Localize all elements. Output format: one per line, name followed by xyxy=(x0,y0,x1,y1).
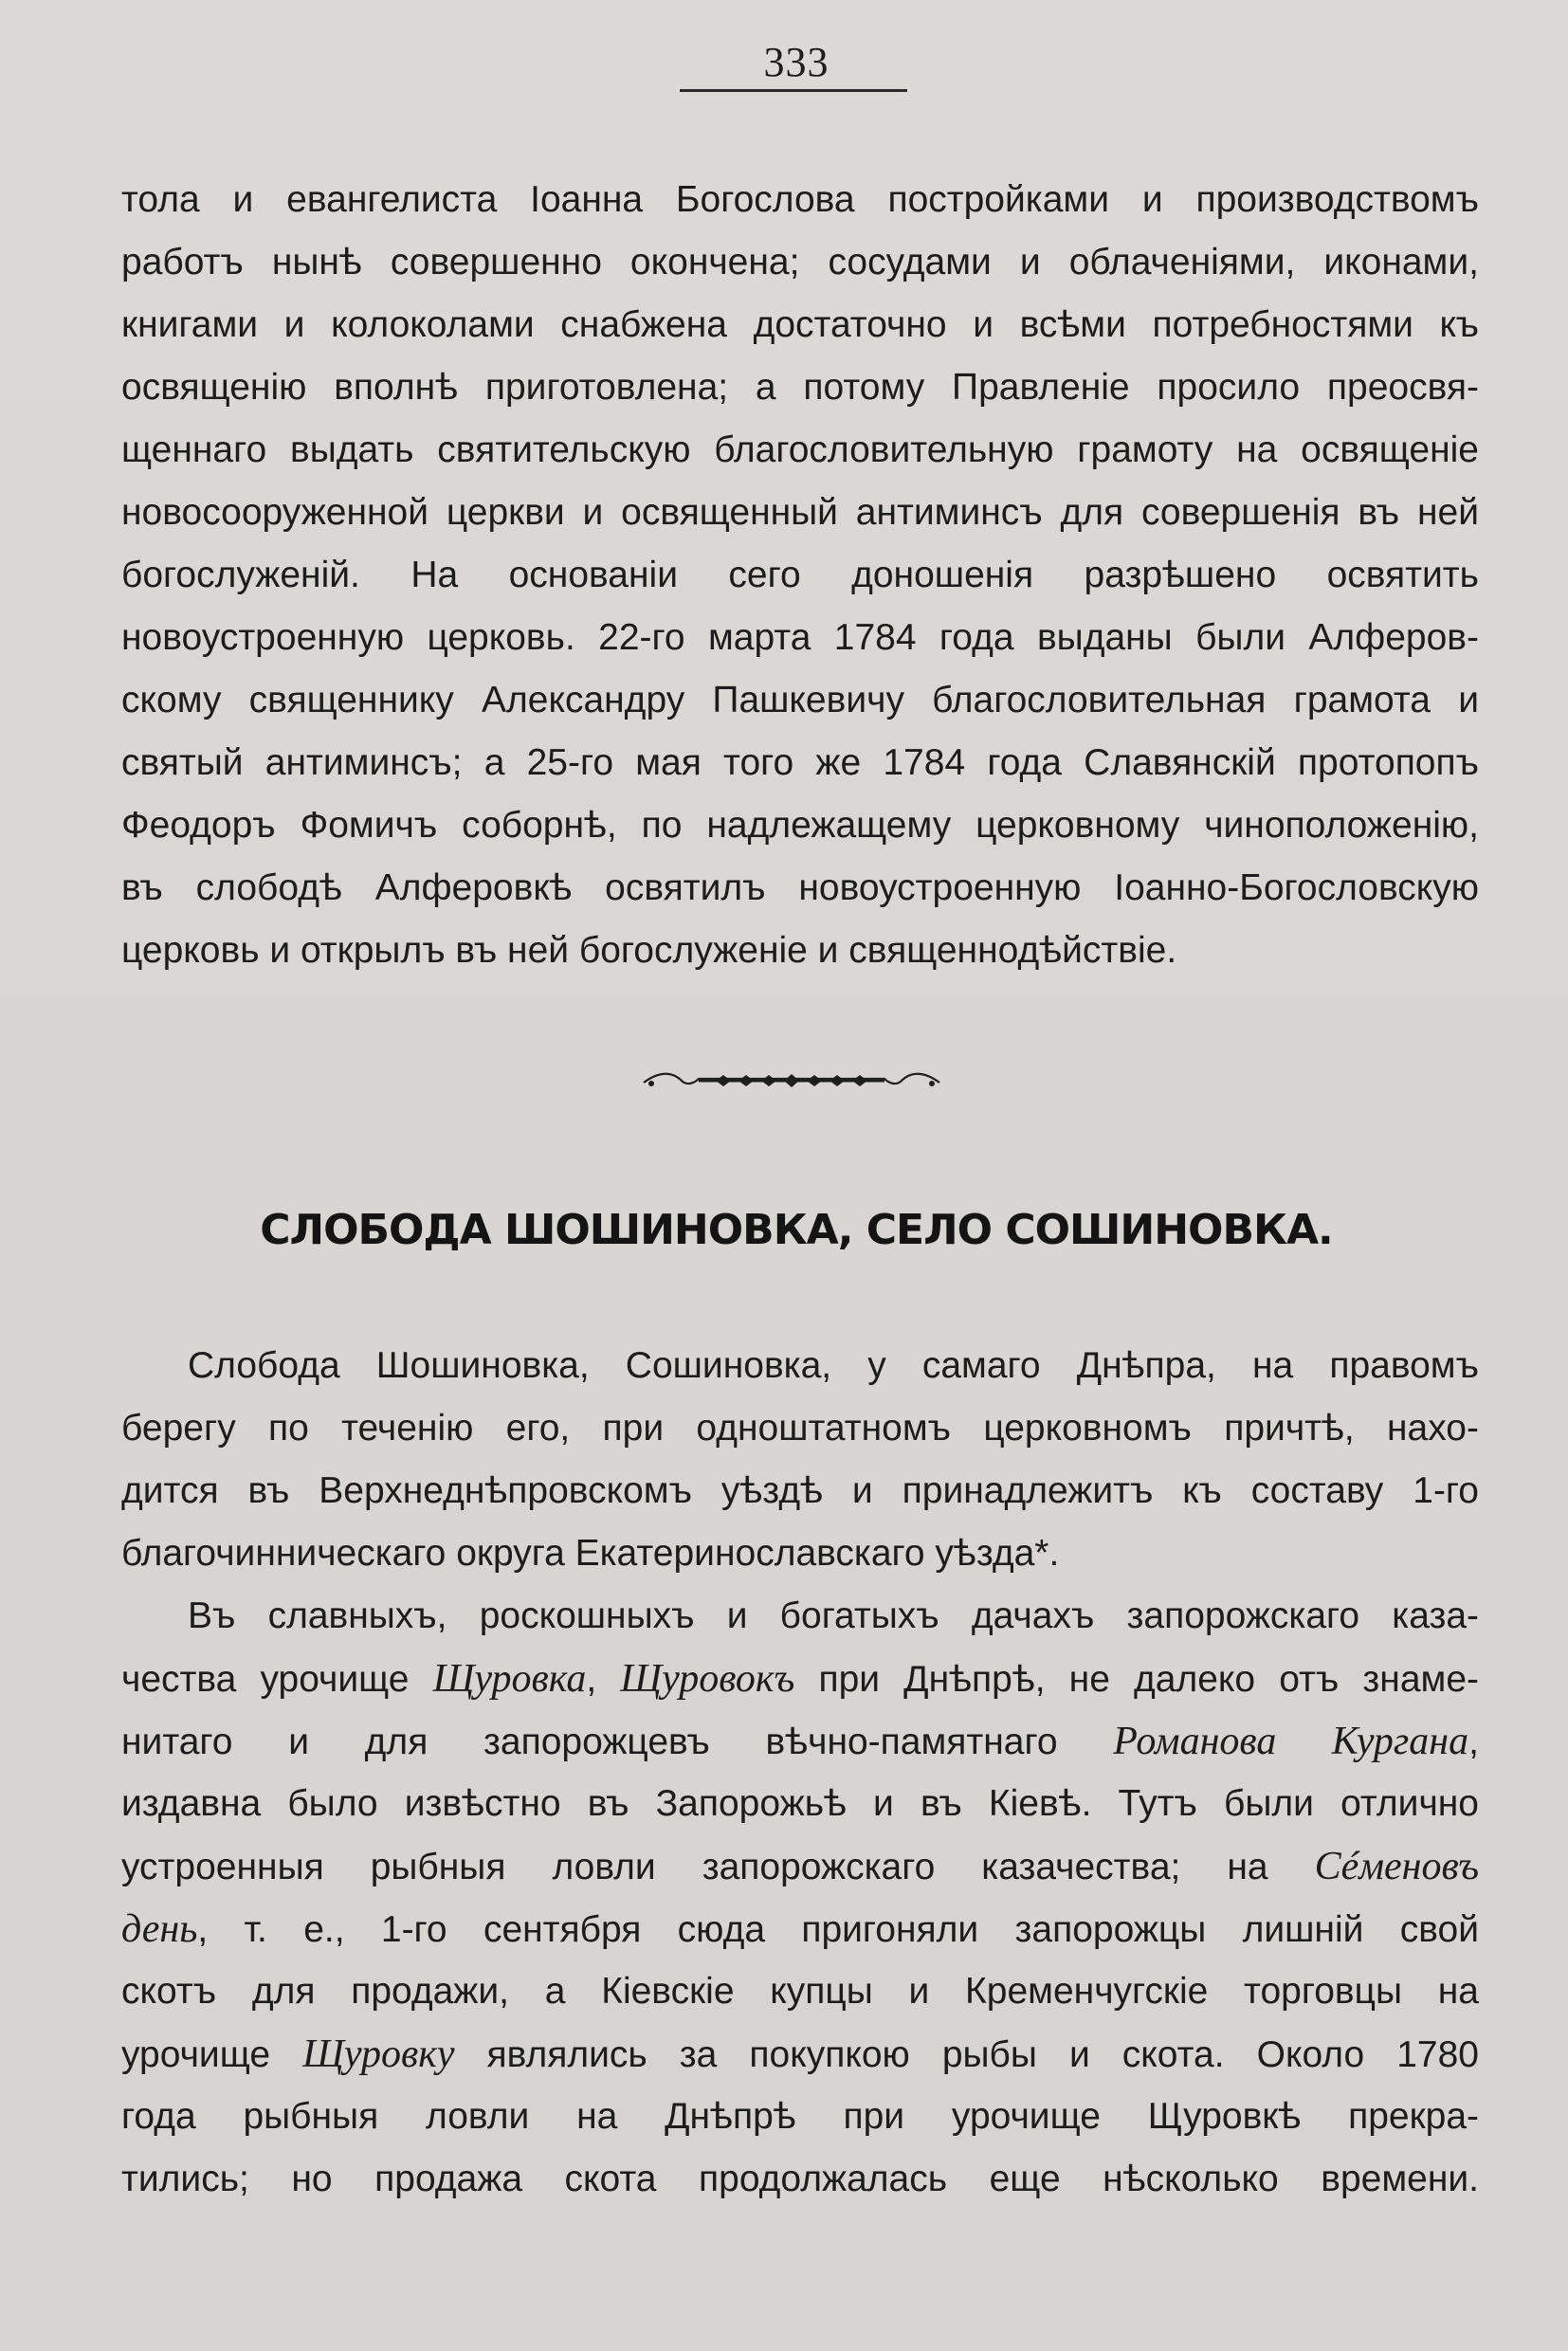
italic-place-name: Щуровка xyxy=(432,1657,587,1701)
italic-place-name: Романова Кургана xyxy=(1113,1720,1469,1763)
text-line: берегу по теченію его, при одноштатномъ церковномъ причтѣ, нахо- xyxy=(121,1408,1479,1449)
text-span: чества урочище xyxy=(121,1659,433,1700)
text-line xyxy=(121,2023,1479,2086)
text-line: издавна было извѣстно въ Запорожьѣ и въ Кіевѣ. Тутъ были отлично xyxy=(121,1783,1479,1824)
italic-term: день xyxy=(121,1907,198,1951)
text-line xyxy=(121,1898,1479,1960)
section-heading: СЛОБОДА ШОШИНОВКА, СЕЛО СОШИНОВКА. xyxy=(260,1206,1333,1254)
text-line xyxy=(121,1648,1479,1710)
text-span: , т. е., 1-го сентября сюда пригоняли запорожцы лишній свой xyxy=(197,1909,1479,1950)
text-line xyxy=(121,1835,1479,1898)
text-line: дится въ Верхнеднѣпровскомъ уѣздѣ и принадлежитъ къ составу 1-го xyxy=(121,1470,1479,1511)
paragraph-continued xyxy=(121,169,1479,982)
italic-term: Сéменовъ xyxy=(1314,1845,1479,1888)
text-span: , xyxy=(1468,1722,1479,1762)
text-line: года рыбныя ловли на Днѣпрѣ при урочище Щуровкѣ прекра- xyxy=(121,2096,1479,2137)
text-line: Слобода Шошиновка, Сошиновка, у самаго Днѣпра, на правомъ xyxy=(188,1345,1479,1386)
text-line xyxy=(121,1710,1479,1773)
text-line: Въ славныхъ, роскошныхъ и богатыхъ дачахъ запорожскаго каза- xyxy=(188,1595,1479,1636)
text-line: новосооруженной церкви и освященный антиминсъ для совершенія въ ней xyxy=(121,492,1479,533)
text-line: освященію вполнѣ приготовлена; а потому Правленіе просило преосвя- xyxy=(121,367,1479,408)
text-line: тились; но продажа скота продолжалась еще нѣсколько времени. xyxy=(121,2159,1479,2199)
text-line: церковь и открылъ въ ней богослуженіе и священнодѣйствіе. xyxy=(121,930,1177,971)
text-span: являлись за покупкою рыбы и скота. Около 1780 xyxy=(454,2034,1479,2075)
text-line: въ слободѣ Алферовкѣ освятилъ новоустроенную Іоанно-Богословскую xyxy=(121,867,1479,908)
text-line: скотъ для продажи, а Кіевскіе купцы и Кременчугскіе торговцы на xyxy=(121,1971,1479,2012)
text-line: Феодоръ Фомичъ соборнѣ, по надлежащему церковному чиноположенію, xyxy=(121,805,1479,846)
text-line: щеннаго выдать святительскую благословительную грамоту на освященіе xyxy=(121,429,1479,470)
italic-place-name: Щуровку xyxy=(302,2032,455,2076)
text-line: новоустроенную церковь. 22-го марта 1784 года выданы были Алферов- xyxy=(121,617,1479,658)
text-line: богослуженій. На основаніи сего доношенія разрѣшено освятить xyxy=(121,555,1479,595)
section-body xyxy=(121,1335,1479,2211)
text-span: при Днѣпрѣ, не далеко отъ знаме- xyxy=(794,1659,1479,1700)
text-span: урочище xyxy=(121,2034,303,2075)
text-span: устроенныя рыбныя ловли запорожскаго казачества; на xyxy=(121,1847,1315,1887)
page-number-rule xyxy=(680,89,907,92)
text-line: книгами и колоколами снабжена достаточно и всѣми потребностями къ xyxy=(121,304,1479,345)
text-span: , xyxy=(586,1659,621,1700)
text-line: благочинническаго округа Екатеринославскаго уѣзда*. xyxy=(121,1533,1060,1574)
italic-place-name: Щуровокъ xyxy=(620,1657,795,1701)
text-line: святый антиминсъ; а 25-го мая того же 1784 года Славянскій протопопъ xyxy=(121,742,1479,783)
text-line: тола и евангелиста Іоанна Богослова постройками и производствомъ xyxy=(121,179,1479,220)
text-line: скому священнику Александру Пашкевичу благословительная грамота и xyxy=(121,680,1479,720)
text-span: нитаго и для запорожцевъ вѣчно-памятнаго xyxy=(121,1722,1114,1762)
page-number: 333 xyxy=(763,39,830,85)
text-line: работъ нынѣ совершенно окончена; сосудами и облаченіями, иконами, xyxy=(121,242,1479,282)
ornament-divider-icon xyxy=(640,1062,943,1100)
